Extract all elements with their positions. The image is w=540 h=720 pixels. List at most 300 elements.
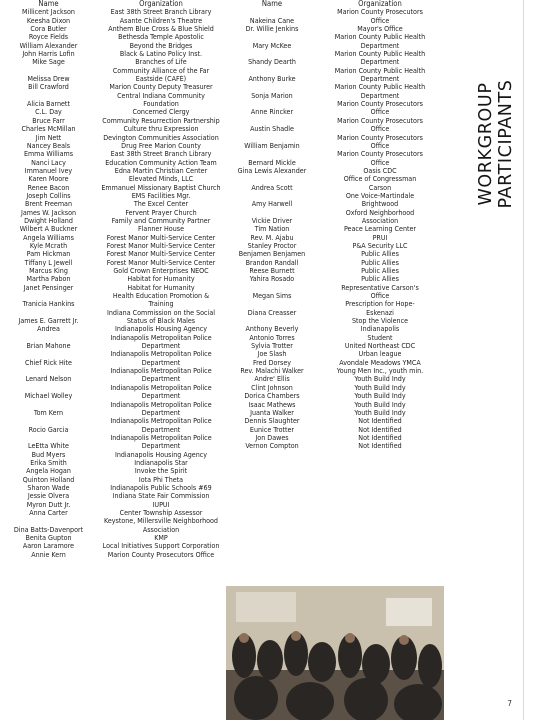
participant-name — [6, 384, 91, 392]
participant-organization: Carson — [368, 183, 392, 192]
participant-organization: Public Allies — [361, 267, 399, 275]
participant-row — [6, 200, 231, 208]
participant-row — [226, 25, 442, 33]
participant-row — [6, 501, 231, 509]
participant-name: Anne Rincker — [250, 108, 294, 117]
participant-name: Bud Myers — [31, 450, 66, 459]
participant-name: Angela Williams — [23, 233, 74, 242]
participant-name: Stanley Proctor — [247, 241, 297, 250]
participant-name: LeEtta White — [28, 442, 69, 451]
participant-row — [6, 350, 231, 358]
participant-organization: P&A Security LLC — [352, 241, 408, 250]
participant-name: Nakeina Cane — [249, 16, 295, 25]
participant-name: Charles McMillan — [21, 125, 76, 134]
participant-name: Andrea — [37, 325, 60, 334]
participant-organization: Department — [141, 425, 181, 434]
participant-organization: Family and Community Partner — [111, 216, 211, 225]
participant-row — [6, 150, 231, 158]
participant-name: William Benjamin — [244, 141, 300, 150]
participant-row — [226, 100, 442, 108]
participant-row — [226, 250, 442, 258]
participant-name: Vickie Driver — [251, 216, 293, 225]
participant-name: Nancey Beals — [26, 141, 71, 150]
participant-row — [6, 184, 231, 192]
participant-row — [226, 242, 442, 250]
participant-name — [226, 67, 318, 75]
participant-organization: Iota Phi Theta — [138, 475, 184, 484]
participant-row — [6, 459, 231, 467]
participant-organization: Office — [370, 16, 390, 25]
participant-name: Joe Slash — [257, 350, 287, 359]
participant-row — [226, 8, 442, 16]
participant-row — [6, 33, 231, 41]
participant-organization: Eastside (CAFÉ) — [135, 75, 187, 84]
participant-row — [6, 8, 231, 16]
participant-name — [6, 350, 91, 358]
participant-organization: Representative Carson's — [341, 283, 419, 292]
participant-name: Jessie Olvera — [27, 492, 70, 501]
participant-name: Bernard Mickle — [248, 158, 296, 167]
participant-name: Benjamen Benjamen — [238, 250, 306, 259]
participant-name: Quinton Holland — [22, 475, 75, 484]
participant-row — [226, 359, 442, 367]
participants-column-1 — [6, 0, 231, 559]
participant-name: William Alexander — [19, 41, 78, 50]
participant-name: Myron Dutt Jr. — [26, 500, 71, 509]
participant-row — [226, 17, 442, 25]
participant-name: Royce Fields — [28, 33, 69, 42]
participant-organization: Office — [370, 125, 390, 134]
participant-row — [6, 17, 231, 25]
participant-organization: Marion County Prosecutors Office — [107, 550, 215, 559]
participant-name: Emma Williams — [23, 150, 74, 159]
participant-row — [6, 442, 231, 450]
participant-organization: Habitat for Humanity — [127, 283, 195, 292]
participant-row — [6, 225, 231, 233]
page-title — [476, 9, 516, 279]
participant-name — [6, 367, 91, 375]
participant-organization: Branches of Life — [135, 58, 187, 67]
participant-name — [226, 83, 318, 91]
participant-name: James W. Jackson — [20, 208, 77, 217]
participant-row — [226, 292, 442, 300]
participant-organization: Gold Crown Enterprises NEOC — [113, 267, 209, 275]
participant-name: Clint Johnson — [251, 383, 293, 392]
participant-name: Gina Lewis Alexander — [237, 166, 307, 175]
participant-name: Erika Smith — [30, 458, 67, 467]
participant-row — [226, 58, 442, 66]
participant-organization: Public Allies — [361, 275, 399, 284]
participant-row — [226, 317, 442, 325]
participant-row — [6, 467, 231, 475]
participant-name: Anthony Beverly — [245, 325, 299, 334]
participant-organization: Youth Build Indy — [354, 375, 406, 384]
participant-organization: Stop the Violence — [351, 317, 409, 326]
participant-organization: Marion County Public Health — [334, 83, 426, 92]
participant-organization: Urban league — [358, 350, 402, 359]
participant-name: Cora Butler — [30, 25, 67, 34]
participant-organization: Public Allies — [361, 258, 399, 267]
participant-name: Lenard Nelson — [25, 375, 72, 384]
participant-name: James E. Garrett Jr. — [18, 317, 79, 326]
participant-name: Millicent Jackson — [22, 8, 75, 17]
participant-row — [6, 401, 231, 409]
page-title-line-2: PARTICIPANTS — [496, 79, 516, 209]
participant-organization: Indianapolis Metropolitan Police — [110, 433, 212, 442]
participant-organization: Forest Manor Multi-Service Center — [106, 241, 216, 250]
participant-organization: Youth Build Indy — [354, 400, 406, 409]
participant-organization: Youth Build Indy — [354, 383, 406, 392]
participant-name: Aaron Laramore — [22, 542, 75, 551]
participant-name: Jim Nett — [35, 133, 62, 142]
participant-name: Isaac Mathews — [248, 400, 296, 409]
participant-name: Andrea Scott — [251, 183, 293, 192]
participant-row — [6, 375, 231, 383]
participant-row — [226, 175, 442, 183]
participant-row — [226, 83, 442, 91]
participant-row — [226, 384, 442, 392]
participant-organization: Bethesda Temple Apostolic — [118, 33, 204, 42]
participant-row — [226, 342, 442, 350]
participant-name — [6, 417, 91, 425]
participant-name: Tranicia Hankins — [22, 300, 75, 309]
participant-name — [226, 8, 318, 16]
participant-row — [6, 259, 231, 267]
participant-organization: Education Community Action Team — [105, 158, 217, 167]
participant-organization: Training — [148, 300, 174, 309]
participant-row — [6, 159, 231, 167]
photo-screen — [386, 598, 432, 626]
participant-row — [226, 67, 442, 75]
participant-organization: Eskenazi — [366, 308, 394, 317]
participant-name: Mike Sage — [32, 58, 65, 67]
participant-row — [6, 25, 231, 33]
participant-row — [226, 442, 442, 450]
participant-row — [226, 108, 442, 116]
participant-name: Amy Harwell — [251, 200, 293, 209]
participant-organization: Marion County Prosecutors — [337, 8, 423, 17]
participant-row — [6, 92, 231, 100]
participant-name — [6, 334, 91, 342]
participant-organization: The Excel Center — [133, 200, 189, 209]
participant-name: Janet Pensinger — [23, 283, 74, 292]
participant-name: Pam Hickman — [26, 250, 71, 259]
participant-name — [226, 209, 318, 217]
participant-organization: Fervent Prayer Church — [125, 208, 197, 217]
meeting-photo — [226, 586, 444, 720]
participant-name: Diana Creasser — [247, 308, 297, 317]
participant-row — [226, 75, 442, 83]
participant-organization: Department — [141, 342, 181, 351]
participant-row — [226, 50, 442, 58]
participant-row — [6, 317, 231, 325]
participant-organization: PRUI — [372, 233, 388, 242]
participant-row — [226, 192, 442, 200]
participant-name: Shandy Dearth — [248, 58, 296, 67]
participant-organization: Culture thru Expression — [123, 125, 199, 134]
participant-name — [226, 300, 318, 308]
participant-organization: Oxford Neighborhood — [345, 208, 415, 217]
participant-organization: Local Initiatives Support Corporation — [102, 542, 220, 551]
participant-row — [6, 58, 231, 66]
participant-name: Tiffany L Jewell — [24, 258, 73, 267]
participant-organization: Prescription for Hope- — [345, 300, 415, 309]
participant-organization: Habitat for Humanity — [127, 275, 195, 284]
participant-row — [6, 492, 231, 500]
participant-row — [6, 75, 231, 83]
participant-name — [226, 134, 318, 142]
participant-name: Renee Bacon — [27, 183, 70, 192]
participant-row — [6, 409, 231, 417]
participant-organization: Indiana Commission on the Social — [106, 308, 215, 317]
participant-organization: Black & Latino Policy Inst. — [119, 50, 203, 59]
participant-organization: Department — [360, 91, 400, 100]
participant-organization: Status of Black Males — [126, 317, 196, 326]
participant-organization: Edna Martin Christian Center — [114, 166, 208, 175]
participant-organization: Indianapolis Metropolitan Police — [110, 417, 212, 426]
participant-name: Dwight Holland — [24, 216, 73, 225]
participant-organization: Marion County Prosecutors — [337, 150, 423, 159]
participant-name: Fred Dorsey — [252, 358, 292, 367]
participant-name — [226, 284, 318, 292]
participant-organization: Office of Congressman — [343, 175, 417, 184]
participant-organization: Not Identified — [358, 442, 402, 451]
participant-row — [6, 234, 231, 242]
photo-window — [236, 592, 296, 622]
participant-organization: Youth Build Indy — [354, 392, 406, 401]
participant-name: Joseph Collins — [26, 191, 71, 200]
participant-row — [6, 476, 231, 484]
participant-organization: KMP — [154, 534, 168, 542]
page-number: 7 — [507, 699, 512, 708]
participant-organization: Indianapolis — [360, 325, 400, 334]
participant-name: Annie Kern — [31, 550, 66, 559]
participant-row — [6, 384, 231, 392]
participant-name: Chief Rick Hite — [25, 358, 72, 367]
participant-organization: Indiana State Fair Commission — [112, 492, 210, 501]
participant-name — [6, 92, 91, 100]
participant-row — [226, 367, 442, 375]
participant-organization: Not Identified — [358, 433, 402, 442]
participant-organization: Health Education Promotion & — [112, 292, 210, 301]
participant-row — [6, 275, 231, 283]
participant-name: Nanci Lacy — [31, 158, 66, 167]
participant-row — [226, 426, 442, 434]
organization-header: Organization — [358, 0, 402, 8]
participant-row — [6, 325, 231, 333]
participant-row — [226, 350, 442, 358]
page-divider — [523, 0, 524, 720]
participant-row — [6, 284, 231, 292]
participant-organization: Indianapolis Metropolitan Police — [110, 350, 212, 359]
participant-organization: Marion County Public Health — [334, 33, 426, 42]
participant-row — [226, 142, 442, 150]
participant-organization: Flanner House — [137, 225, 185, 234]
participant-row — [6, 526, 231, 534]
participant-row — [6, 192, 231, 200]
participant-organization: Asante Children's Theatre — [119, 16, 203, 25]
participant-name: Yahira Rosado — [249, 275, 295, 284]
participant-row — [6, 342, 231, 350]
participant-organization: Indianapolis Star — [134, 458, 188, 467]
participant-name: Angela Hogan — [26, 467, 71, 476]
participant-name: Immanuel Ivey — [24, 166, 73, 175]
participant-organization: Forest Manor Multi-Service Center — [106, 250, 216, 259]
participant-row — [226, 117, 442, 125]
participant-row — [6, 534, 231, 542]
participant-name: C.L. Day — [35, 108, 62, 117]
participant-name: Sylvia Trotter — [251, 342, 293, 351]
participant-name — [226, 317, 318, 325]
participant-organization: Beyond the Bridges — [129, 41, 193, 50]
participant-row — [6, 359, 231, 367]
participant-organization: Invoke the Spirit — [134, 467, 188, 476]
participant-organization: Youth Build Indy — [354, 408, 406, 417]
participant-organization: Department — [360, 75, 400, 84]
participant-row — [226, 409, 442, 417]
participant-organization: Marion County Prosecutors — [337, 100, 423, 109]
participant-row — [6, 300, 231, 308]
participant-organization: Community Resurrection Partnership — [102, 116, 220, 125]
participant-organization: Indianapolis Public Schools #69 — [110, 483, 212, 492]
participant-organization: Department — [141, 408, 181, 417]
participant-row — [6, 309, 231, 317]
participant-name: Dina Batts-Davenport — [13, 525, 84, 534]
participant-name: Andre' Ellis — [254, 375, 290, 384]
participant-name: Brent Freeman — [25, 200, 72, 209]
participant-name — [226, 175, 318, 183]
participant-name — [6, 401, 91, 409]
participant-organization: Central Indiana Community — [117, 91, 205, 100]
participant-row — [6, 250, 231, 258]
participant-organization: Forest Manor Multi-Service Center — [106, 258, 216, 267]
participant-row — [226, 217, 442, 225]
participant-organization: Avondale Meadows YMCA — [339, 358, 421, 367]
participant-name: John Harris Lofin — [22, 50, 75, 59]
participant-row — [6, 334, 231, 342]
participant-name — [226, 150, 318, 158]
participant-row — [226, 300, 442, 308]
participant-row — [6, 484, 231, 492]
participant-row — [6, 42, 231, 50]
participant-name: Reese Burnett — [249, 267, 295, 275]
participant-row — [226, 159, 442, 167]
participant-name — [6, 434, 91, 442]
participant-row — [226, 209, 442, 217]
participant-name: Martha Pabon — [26, 275, 71, 284]
participant-organization: Association — [361, 216, 399, 225]
participant-row — [226, 167, 442, 175]
participant-name — [6, 67, 91, 75]
participant-organization: Office — [370, 292, 390, 301]
participant-organization: Indianapolis Metropolitan Police — [110, 383, 212, 392]
participant-row — [226, 325, 442, 333]
participant-name — [6, 292, 91, 300]
participant-row — [226, 334, 442, 342]
participant-name: Megan Sims — [252, 292, 292, 301]
participant-row — [226, 309, 442, 317]
participant-name: Jon Dawes — [255, 433, 289, 442]
participant-organization: Marion County Public Health — [334, 50, 426, 59]
participant-organization: Department — [360, 41, 400, 50]
participant-name: Sharon Wade — [27, 483, 70, 492]
participant-row — [6, 542, 231, 550]
participant-row — [6, 117, 231, 125]
participant-row — [6, 417, 231, 425]
participant-organization: Indianapolis Metropolitan Police — [110, 333, 212, 342]
participant-name: Bruce Farr — [32, 116, 65, 125]
participant-row — [6, 83, 231, 91]
participant-organization: East 38th Street Branch Library — [110, 8, 212, 17]
participant-row — [6, 100, 231, 108]
participant-organization: Office — [370, 141, 390, 150]
participant-row — [226, 434, 442, 442]
participants-column-2 — [226, 0, 442, 451]
participant-name: Brandon Randall — [245, 258, 299, 267]
participant-row — [226, 200, 442, 208]
participant-row — [6, 167, 231, 175]
participant-row — [226, 275, 442, 283]
participant-name — [226, 192, 318, 200]
participant-row — [6, 509, 231, 517]
participant-organization: Community Alliance of the Far — [112, 66, 210, 75]
participant-row — [226, 284, 442, 292]
participant-organization: Not Identified — [358, 417, 402, 426]
participant-name: Tim Nation — [254, 225, 290, 234]
participant-row — [226, 392, 442, 400]
participant-name: Benita Gupton — [25, 534, 72, 542]
participant-name: Kyle Mcrath — [29, 241, 68, 250]
participant-name — [226, 100, 318, 108]
participant-name: Dennis Slaughter — [244, 417, 300, 426]
participant-row — [6, 292, 231, 300]
participant-organization: Mayor's Office — [357, 25, 403, 34]
participant-name: Rocio Garcia — [28, 425, 69, 434]
participant-name: Juanta Walker — [250, 408, 294, 417]
participant-row — [6, 517, 231, 525]
participant-organization: Not Identified — [358, 425, 402, 434]
participant-row — [6, 434, 231, 442]
participant-row — [6, 125, 231, 133]
column-1-header — [6, 0, 231, 8]
participant-row — [226, 33, 442, 41]
participant-organization: Indianapolis Housing Agency — [114, 325, 208, 334]
participant-row — [6, 67, 231, 75]
participant-row — [226, 375, 442, 383]
participant-name: Anna Carter — [29, 508, 68, 517]
participant-name: Michael Wolley — [24, 392, 73, 401]
participant-organization: Office — [370, 158, 390, 167]
participant-organization: East 38th Street Branch Library — [110, 150, 212, 159]
participant-row — [226, 42, 442, 50]
participant-name — [226, 33, 318, 41]
column-2-header — [226, 0, 442, 8]
participant-name: Brian Mahone — [26, 342, 71, 351]
participant-name: Bill Crawford — [28, 83, 69, 92]
participant-row — [6, 367, 231, 375]
participant-name: Marcus King — [29, 267, 68, 275]
participant-row — [226, 184, 442, 192]
participant-organization: Oasis CDC — [363, 166, 397, 175]
participant-organization: Department — [141, 375, 181, 384]
participant-organization: Department — [141, 358, 181, 367]
participant-name: Dorica Chambers — [244, 392, 300, 401]
participant-row — [226, 150, 442, 158]
participant-row — [6, 209, 231, 217]
organization-header: Organization — [139, 0, 183, 8]
participant-organization: One Voice-Martindale — [345, 191, 415, 200]
participant-organization: Young Men Inc., youth min. — [336, 367, 424, 376]
